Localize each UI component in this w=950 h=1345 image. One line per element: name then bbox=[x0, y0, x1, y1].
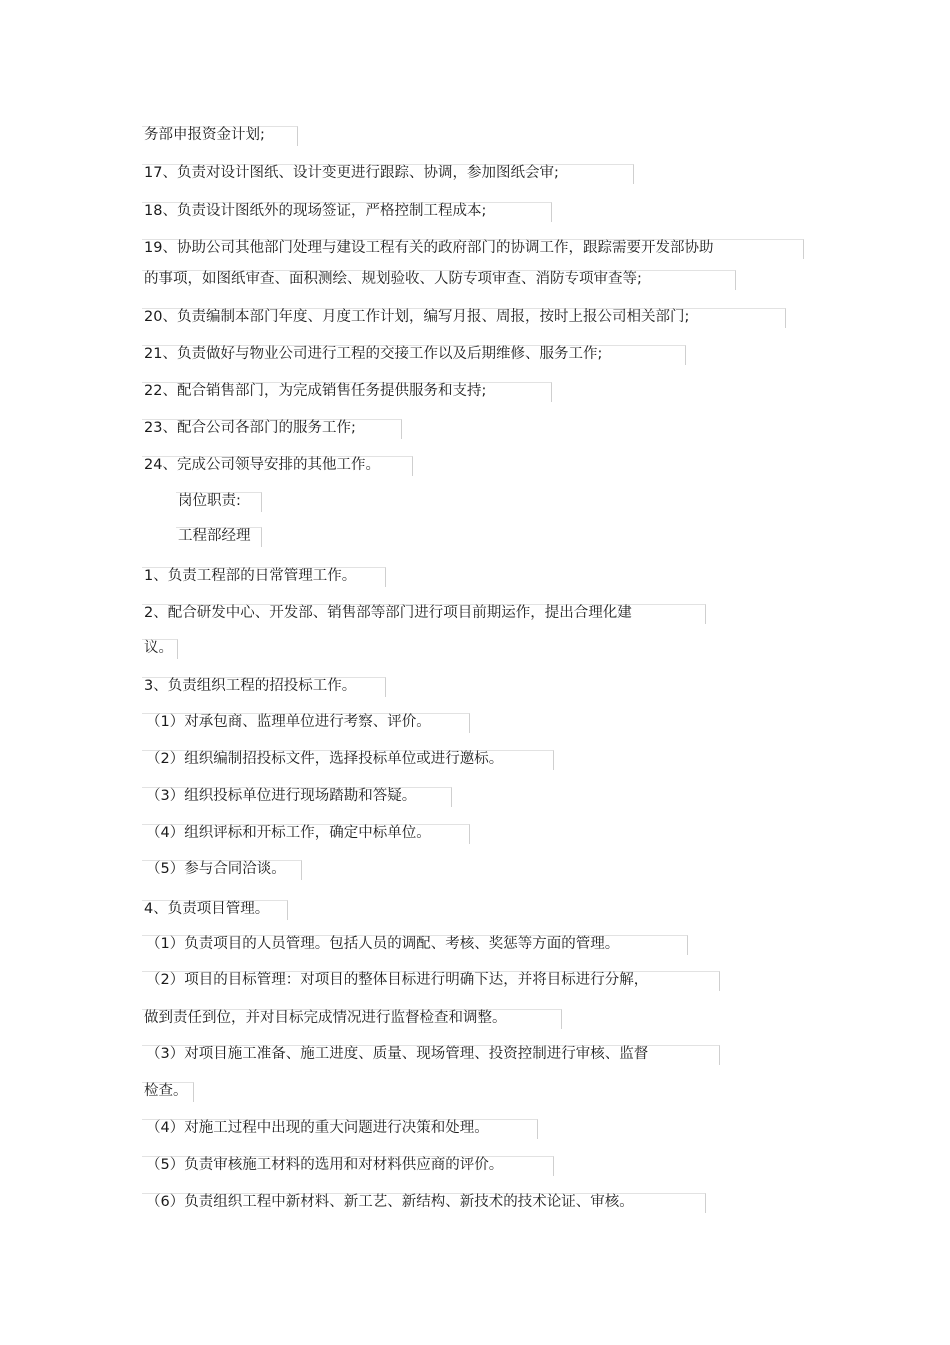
text-line: （2）项目的目标管理：对项目的整体目标进行明确下达，并将目标进行分解， bbox=[146, 969, 648, 991]
text-line: （2）组织编制招投标文件，选择投标单位或进行邀标。 bbox=[146, 748, 503, 770]
text-line: 议。 bbox=[144, 637, 173, 659]
role-title: 工程部经理 bbox=[178, 525, 251, 547]
text-line: 2、配合研发中心、开发部、销售部等部门进行项目前期运作，提出合理化建 bbox=[144, 602, 632, 624]
text-line: 做到责任到位，并对目标完成情况进行监督检查和调整。 bbox=[144, 1007, 507, 1029]
text-line: （4）组织评标和开标工作，确定中标单位。 bbox=[146, 822, 431, 844]
text-line: 3、负责组织工程的招投标工作。 bbox=[144, 675, 356, 697]
text-line: 务部申报资金计划; bbox=[144, 124, 265, 146]
text-line: 18、负责设计图纸外的现场签证，严格控制工程成本; bbox=[144, 200, 486, 222]
text-line: 24、完成公司领导安排的其他工作。 bbox=[144, 454, 380, 476]
text-line: （3）组织投标单位进行现场踏勘和答疑。 bbox=[146, 785, 416, 807]
text-line: 23、配合公司各部门的服务工作; bbox=[144, 417, 356, 439]
text-line: 1、负责工程部的日常管理工作。 bbox=[144, 565, 356, 587]
text-line: （5）负责审核施工材料的选用和对材料供应商的评价。 bbox=[146, 1154, 503, 1176]
text-line: 的事项，如图纸审查、面积测绘、规划验收、人防专项审查、消防专项审查等; bbox=[144, 268, 642, 290]
text-line: （1）负责项目的人员管理。包括人员的调配、考核、奖惩等方面的管理。 bbox=[146, 933, 619, 955]
text-line: （3）对项目施工准备、施工进度、质量、现场管理、投资控制进行审核、监督 bbox=[146, 1043, 648, 1065]
text-line: 21、负责做好与物业公司进行工程的交接工作以及后期维修、服务工作; bbox=[144, 343, 602, 365]
text-line: （5）参与合同洽谈。 bbox=[146, 858, 286, 880]
text-line: 17、负责对设计图纸、设计变更进行跟踪、协调，参加图纸会审; bbox=[144, 162, 559, 184]
text-line: （1）对承包商、监理单位进行考察、评价。 bbox=[146, 711, 431, 733]
text-line: 检查。 bbox=[144, 1080, 188, 1102]
text-line: 22、配合销售部门，为完成销售任务提供服务和支持; bbox=[144, 380, 486, 402]
text-line: 4、负责项目管理。 bbox=[144, 898, 269, 920]
section-heading: 岗位职责: bbox=[178, 490, 241, 512]
text-line: （6）负责组织工程中新材料、新工艺、新结构、新技术的技术论证、审核。 bbox=[146, 1191, 634, 1213]
text-line: （4）对施工过程中出现的重大问题进行决策和处理。 bbox=[146, 1117, 489, 1139]
text-line: 20、负责编制本部门年度、月度工作计划，编写月报、周报，按时上报公司相关部门; bbox=[144, 306, 689, 328]
text-line: 19、协助公司其他部门处理与建设工程有关的政府部门的协调工作，跟踪需要开发部协助 bbox=[144, 237, 713, 259]
